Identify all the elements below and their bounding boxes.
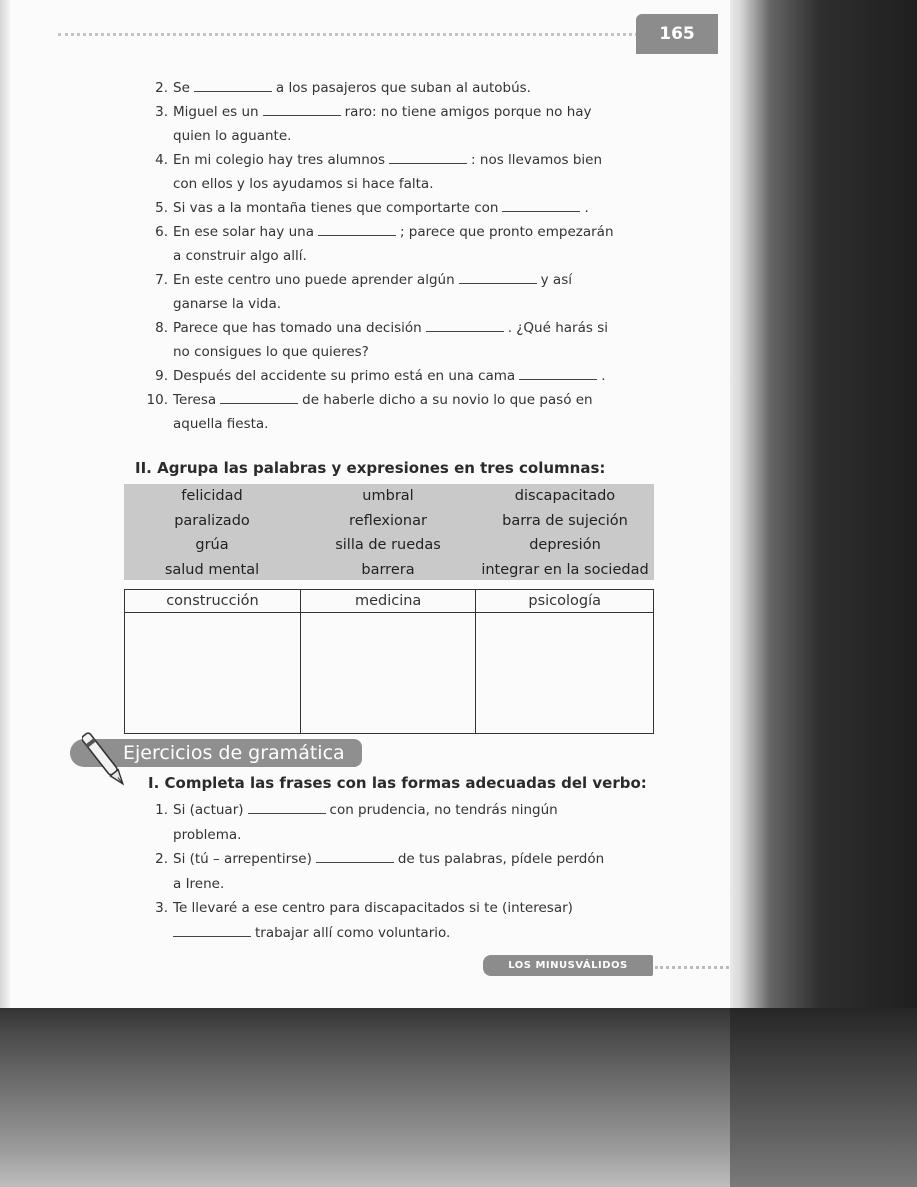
exercise-item [140,316,660,364]
answer-blank[interactable] [316,850,394,863]
item-text-before: Después del accidente su primo está en una cama [173,368,516,384]
item-text-continued: quien lo aguante. [173,128,292,144]
item-text-continued: con ellos y los ayudamos si hace falta. [173,176,434,192]
answer-blank[interactable] [519,367,597,380]
grammar-list [140,798,660,945]
item-text-after: con prudencia, no tendrás ningún [329,802,558,818]
exercise-item [140,268,660,316]
grammar-item [140,798,660,847]
exercise-item [140,364,660,388]
item-text-continued: a Irene. [173,875,225,892]
item-number: 2. [155,851,168,867]
word-bank [124,484,654,580]
grammar-instruction: I. Completa las frases con las formas adecuadas del verbo: [148,774,647,792]
exercise-list [140,76,660,436]
chapter-footer-label: LOS MINUSVÁLIDOS [483,955,653,976]
item-text-before: Si vas a la montaña tienes que comportarte con [173,200,499,216]
item-text-continued: no consigues lo que quieres? [173,344,369,360]
item-text-before: Si (actuar) [173,802,244,818]
answer-cell-psicologia[interactable] [476,613,654,734]
column-header-psicologia: psicología [476,590,654,613]
answer-blank[interactable] [173,924,251,937]
answer-blank[interactable] [194,79,272,92]
answer-blank[interactable] [459,271,537,284]
answer-blank[interactable] [426,319,504,332]
item-text-continued: ganarse la vida. [173,296,282,312]
word-bank-item: salud mental [164,561,260,578]
item-text-before: Se [173,80,190,96]
item-text-continued: trabajar allí como voluntario. [255,924,451,941]
item-text-after: . ¿Qué harás si [507,320,608,336]
item-text-after: de haberle dicho a su novio lo que pasó en [302,392,593,408]
pen-icon [82,726,128,796]
answer-blank[interactable] [318,223,396,236]
item-text-before: Miguel es un [173,104,259,120]
word-bank-item: felicidad [181,488,243,504]
item-number: 1. [155,802,168,818]
word-bank-item: barrera [361,561,415,578]
answer-blank[interactable] [502,199,580,212]
word-bank-item: depresión [529,537,601,553]
item-number: 9. [155,368,168,384]
item-text-after: . [584,200,589,216]
page-number: 165 [636,14,718,54]
item-number: 4. [155,152,168,168]
item-text-after: : nos llevamos bien [471,152,603,168]
word-bank-item: silla de ruedas [335,537,441,553]
exercise-item [140,100,660,148]
item-text-after: a los pasajeros que suban al autobús. [275,80,531,96]
item-number: 7. [155,272,168,288]
item-number: 3. [155,104,168,120]
item-text-after: ; parece que pronto empezarán [399,224,614,240]
item-number: 2. [155,80,168,96]
grammar-item [140,847,660,896]
word-bank-item: barra de sujeción [502,512,628,529]
header-dotted-rule [58,33,638,36]
exercise-item [140,220,660,268]
item-text-before: Teresa [173,392,217,408]
column-header-medicina: medicina [300,590,476,613]
word-bank-item: paralizado [174,512,250,529]
item-text-before: Te llevaré a ese centro para discapacitados si te (interesar) [173,900,573,916]
answer-blank[interactable] [220,391,298,404]
item-text-before: En ese solar hay una [173,224,314,240]
category-table [124,589,654,734]
item-text-continued: aquella fiesta. [173,416,269,432]
scan-corner-shadow [730,1008,917,1187]
item-text-after: raro: no tiene amigos porque no hay [344,104,592,120]
exercise-item [140,388,660,436]
section-heading: II. Agrupa las palabras y expresiones en tres columnas: [135,459,606,477]
grammar-item [140,896,660,945]
exercise-item [140,76,660,100]
answer-cell-medicina[interactable] [300,613,476,734]
footer-dotted-rule [655,966,729,969]
word-bank-item: umbral [362,488,414,504]
item-text-continued: a construir algo allí. [173,248,307,264]
answer-blank[interactable] [263,103,341,116]
word-bank-item: grúa [195,537,229,553]
answer-cell-construccion[interactable] [125,613,301,734]
item-text-after: y así [540,272,572,288]
grammar-section-tab: Ejercicios de gramática [70,739,362,767]
answer-blank[interactable] [248,801,326,814]
page-gutter-shadow [0,0,10,1010]
item-text-before: Parece que has tomado una decisión [173,320,422,336]
word-bank-item: reflexionar [349,512,427,529]
item-number: 8. [155,320,168,336]
column-header-construccion: construcción [125,590,301,613]
answer-blank[interactable] [389,151,467,164]
exercise-item [140,196,660,220]
item-text-before: En este centro uno puede aprender algún [173,272,455,288]
word-bank-item: integrar en la sociedad [481,561,649,578]
item-text-before: En mi colegio hay tres alumnos [173,152,386,168]
item-number: 6. [155,224,168,240]
item-number: 10. [146,392,168,408]
item-text-after: . [601,368,606,384]
item-text-after: de tus palabras, pídele perdón [397,851,605,867]
word-bank-item: discapacitado [514,488,616,504]
exercise-item [140,148,660,196]
item-text-continued: problema. [173,826,242,843]
item-text-before: Si (tú – arrepentirse) [173,851,312,867]
item-number: 5. [155,200,168,216]
item-number: 3. [155,900,168,916]
